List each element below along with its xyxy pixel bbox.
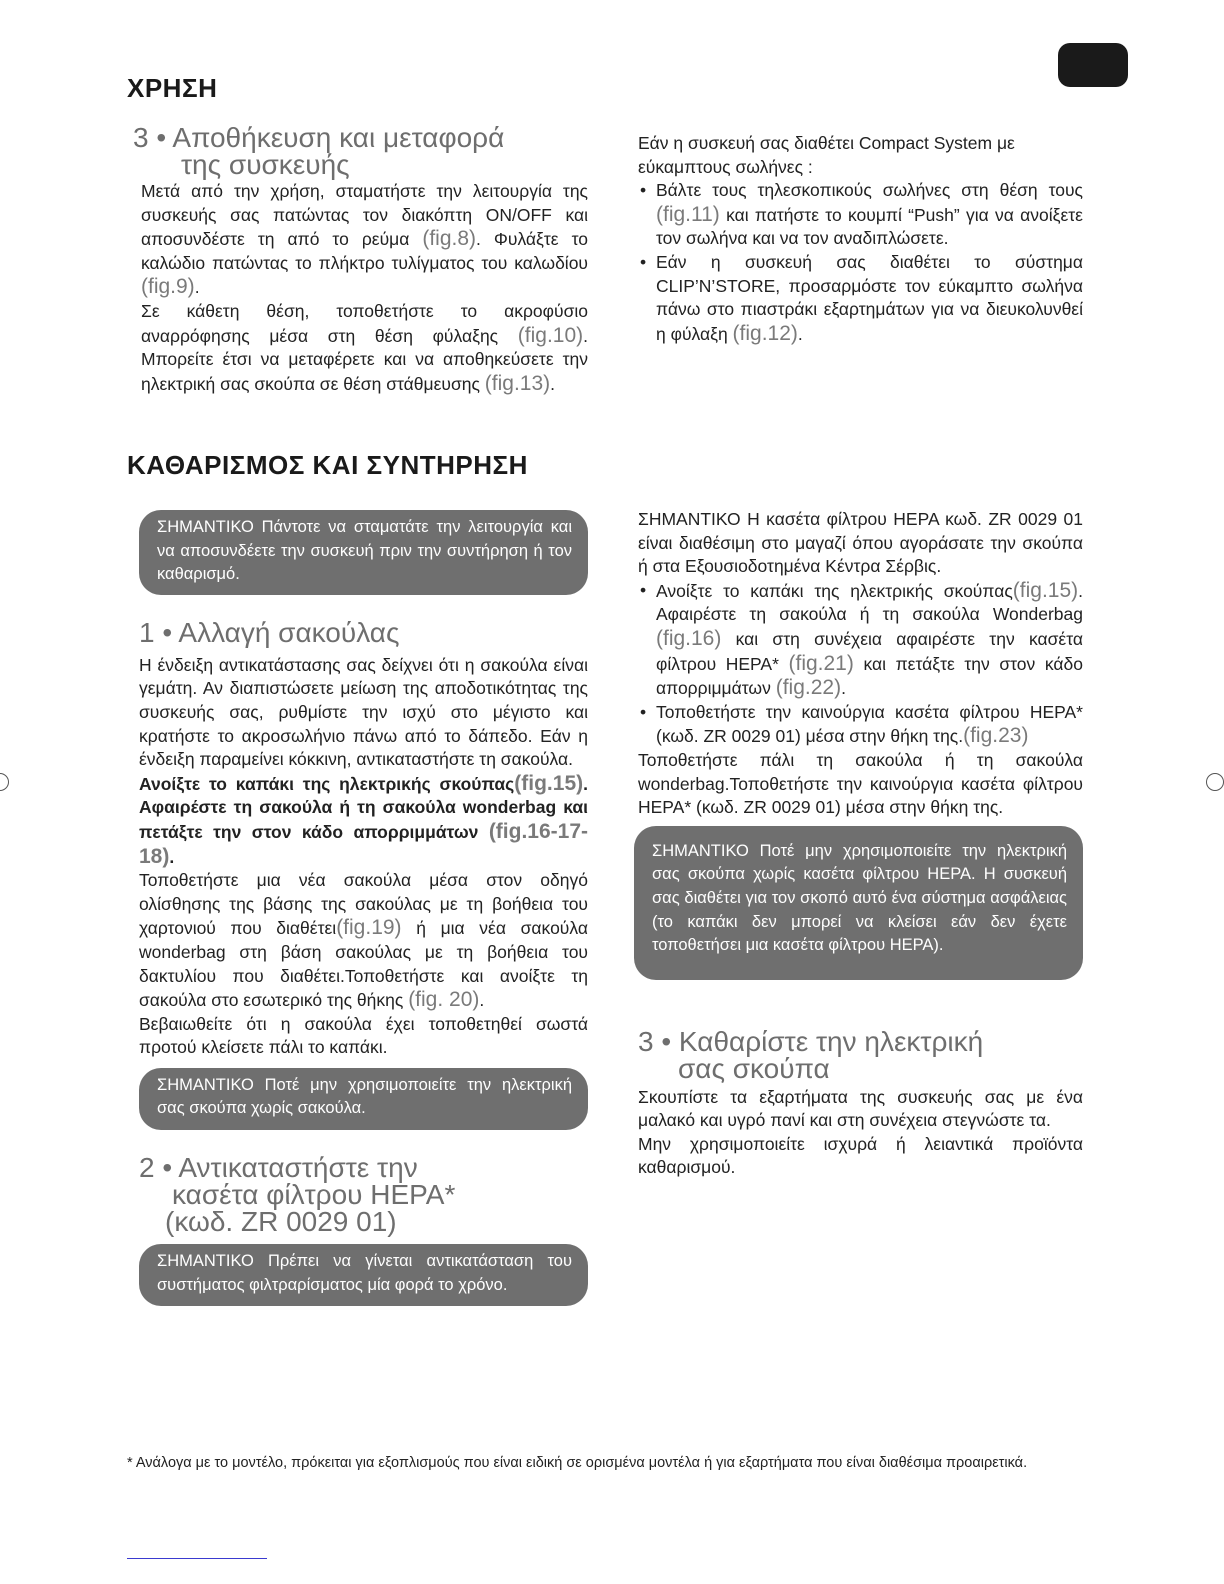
important-note-unplug: ΣΗΜΑΝΤΙΚΟ Πάντοτε να σταματάτε την λειτουργία και να αποσυνδέετε την συσκευή πριν την συντήρηση ή τον καθαρισμό. — [139, 510, 588, 595]
important-note-yearly: ΣΗΜΑΝΤΙΚΟ Πρέπει να γίνεται αντικατάσταση του συστήματος φιλτραρίσματος μία φορά το χρόνο. — [139, 1244, 588, 1306]
storage-heading — [133, 124, 588, 178]
list-item — [638, 179, 1083, 251]
text-run: και πατήστε το κουμπί “Push” για να ανοίξετε τον σωλήνα και να τον αναδιπλώσετε. — [656, 204, 1083, 249]
text-run: και στη συνέχεια αφαιρέστε την κασέτα φίλτρου HEPA* — [656, 628, 1083, 674]
fig-ref: (fig.23) — [963, 724, 1029, 748]
fig-ref: (fig.16) — [656, 626, 722, 650]
list-item — [638, 579, 1083, 701]
text-run: . Μπορείτε έτσι να μεταφέρετε και να αποθηκεύσετε την ηλεκτρική σας σκούπα σε θέση στάθμευσης — [141, 325, 588, 394]
fig-ref: (fig.13) — [484, 371, 551, 395]
text-run: Ανοίξτε το καπάκι της ηλεκτρικής σκούπας — [656, 580, 1013, 601]
clean-paragraph-2: Μην χρησιμοποιείτε ισχυρά ή λειαντικά προϊόντα καθαρισμού. — [638, 1133, 1083, 1178]
fig-ref: (fig.19) — [336, 916, 402, 940]
fig-ref: (fig.9) — [141, 275, 195, 299]
important-note-no-bag: ΣΗΜΑΝΤΙΚΟ Ποτέ μην χρησιμοποιείτε την ηλεκτρική σας σκούπα χωρίς σακούλα. — [139, 1068, 588, 1130]
bag-paragraph-3 — [139, 869, 588, 1013]
text-run: Μετά από την χρήση, σταματήστε την λειτουργία της συσκευής σας πατώντας τον διακόπτη ON/OFF και αποσυνδέστε τη από το ρεύμα — [141, 181, 588, 250]
compact-intro: Εάν η συσκευή σας διαθέτει Compact System με εύκαμπτους σωλήνες : — [638, 133, 1015, 177]
text-run: . Αφαιρέστε τη σακούλα ή τη σακούλα wonderbag και πετάξτε την στον κάδο απορριμμάτων — [139, 773, 588, 842]
fig-ref: (fig.11) — [656, 202, 720, 226]
right-column — [638, 508, 1083, 1180]
text-run: . Αφαιρέστε τη σακούλα ή τη σακούλα Wonderbag — [656, 580, 1083, 625]
text-run: Βάλτε τους τηλεσκοπικούς σωλήνες στη θέση τους — [656, 180, 1083, 201]
text-run: και πετάξτε την στον κάδο απορριμμάτων — [656, 653, 1084, 699]
hepa-heading-line2: κασέτα φίλτρου HEPA* — [172, 1179, 456, 1211]
footnote: * Ανάλογα με το μοντέλο, πρόκειται για εξοπλισμούς που είναι ειδική σε ορισμένα μοντέλα ή για εξαρτήματα που είναι διαθέσιμα προαιρετικά. — [127, 1455, 1028, 1471]
fig-ref: (fig.15) — [514, 771, 584, 795]
storage-block — [133, 124, 588, 396]
important-note-no-hepa: ΣΗΜΑΝΤΙΚΟ Ποτέ μην χρησιμοποιείτε την ηλεκτρική σας σκούπα χωρίς κασέτα φίλτρου HEPA. Η συσκευή σας διαθέτει για τον σκοπό αυτό ένα σύστημα ασφάλειας (το καπάκι δεν μπορεί να κλείσει εάν δεν έχετε τοποθετήσει μια κασέτα φίλτρου HEPA). — [634, 826, 1083, 980]
bag-paragraph-1: Η ένδειξη αντικατάστασης σας δείχνει ότι η σακούλα είναι γεμάτη. Αν διαπιστώσετε μείωση της αποδοτικότητας της συσκευής σας, ρυθμίστε την ισχύ στο μέγιστο και κρατήστε το ακροσωλήνιο πάνω από το δάπεδο. Εάν η ένδειξη παραμείνει κόκκινη, αντικαταστήστε τη σακούλα. — [139, 654, 588, 770]
list-item — [638, 701, 1083, 749]
text-run: Τοποθετήστε μια νέα σακούλα μέσα στον οδηγό ολίσθησης της βάσης της σακούλας με τη βοήθεια του χαρτονιού που διαθέτει — [139, 870, 588, 939]
section-title-usage: ΧΡΗΣΗ — [127, 73, 218, 103]
text-run: Εάν η συσκευή σας διαθέτει το σύστημα CLIP’N’STORE, προσαρμόστε τον εύκαμπτο σωλήνα πάνω στο πιαστράκι εξαρτημάτων για να διευκολυνθεί η φύλαξη — [656, 251, 1083, 344]
text-run: Σε κάθετη θέση, τοποθετήστε το ακροφύσιο αναρρόφησης μέσα στη θέση φύλαξης — [141, 300, 588, 346]
text-run: Τοποθετήστε την καινούργια κασέτα φίλτρου HEPA* (κωδ. ZR 0029 01) μέσα στην θήκη της. — [656, 701, 1083, 747]
text-run: . — [479, 990, 485, 1011]
hepa-steps-list — [638, 579, 1083, 749]
fig-ref: (fig.21) — [788, 651, 854, 675]
text-run: ή μια νέα σακούλα wonderbag στη βάση σακούλας με τη βοήθεια του δακτυλίου που διαθέτει.Τοποθετήστε και ανοίξτε τη σακούλα στο εσωτερικό της θήκης — [139, 918, 588, 1011]
clean-heading — [638, 1025, 1083, 1084]
bag-paragraph-2 — [139, 772, 588, 869]
clean-paragraph-1: Σκουπίστε τα εξαρτήματα της συσκευής σας με ένα μαλακό και υγρό πανί και στη συνέχεια στεγνώστε τα. — [638, 1086, 1083, 1131]
list-item — [638, 251, 1083, 346]
fig-ref: (fig.22) — [775, 676, 842, 700]
text-run: . — [797, 323, 803, 344]
hepa-heading — [139, 1152, 588, 1238]
text-run: . — [194, 277, 200, 298]
fig-ref: (fig.8) — [422, 227, 477, 251]
fig-ref: (fig. 20) — [408, 988, 480, 1012]
storage-paragraph-2 — [141, 300, 588, 396]
storage-heading-line1: 3 • Αποθήκευση και μεταφορά — [133, 122, 505, 153]
storage-heading-line2: της συσκευής — [181, 149, 350, 180]
bag-heading: 1 • Αλλαγή σακούλας — [139, 616, 400, 648]
text-run: . — [841, 678, 846, 699]
hepa-availability: ΣΗΜΑΝΤΙΚΟ Η κασέτα φίλτρου HEPA κωδ. ZR 0029 01 είναι διαθέσιμη στο μαγαζί όπου αγοράσατε την σκούπα ή στα Εξουσιοδοτημένα Κέντρα Σέρβις. — [638, 509, 1083, 577]
fig-ref: (fig.12) — [732, 321, 798, 345]
clean-heading-line2: σας σκούπα — [678, 1052, 830, 1084]
text-run: . — [550, 373, 556, 394]
section-title-cleaning: ΚΑΘΑΡΙΣΜΟΣ ΚΑΙ ΣΥΝΤΗΡΗΣΗ — [127, 450, 528, 480]
fig-ref: (fig.16-17-18) — [139, 819, 588, 868]
fig-ref: (fig.10) — [517, 323, 584, 347]
fig-ref: (fig.15) — [1012, 578, 1079, 602]
footer-rule — [127, 1558, 267, 1559]
hepa-heading-line3: (κωδ. ZR 0029 01) — [165, 1206, 397, 1238]
crop-mark-right — [1206, 773, 1224, 791]
hepa-reinstall: Τοποθετήστε πάλι τη σακούλα ή τη σακούλα wonderbag.Τοποθετήστε την καινούργια κασέτα φίλτρου HEPA* (κωδ. ZR 0029 01) μέσα στην θήκη της. — [638, 749, 1083, 818]
bag-paragraph-4: Βεβαιωθείτε ότι η σακούλα έχει τοποθετηθεί σωστά προτού κλείσετε πάλι το καπάκι. — [139, 1013, 588, 1058]
text-run: Ανοίξτε το καπάκι της ηλεκτρικής σκούπας — [139, 773, 515, 794]
text-run: . — [169, 846, 175, 867]
left-column — [139, 510, 588, 1306]
clean-heading-line1: 3 • Καθαρίστε την ηλεκτρική — [638, 1025, 984, 1057]
page-tab-marker — [1058, 43, 1128, 87]
hepa-heading-line1: 2 • Αντικαταστήστε την — [139, 1152, 418, 1184]
compact-list — [638, 179, 1083, 346]
compact-block — [638, 132, 1083, 346]
crop-mark-left — [0, 773, 9, 791]
text-run: . Φυλάξτε το καλώδιο πατώντας το πλήκτρο τυλίγματος του καλωδίου — [141, 229, 588, 273]
storage-paragraph-1 — [141, 180, 588, 300]
